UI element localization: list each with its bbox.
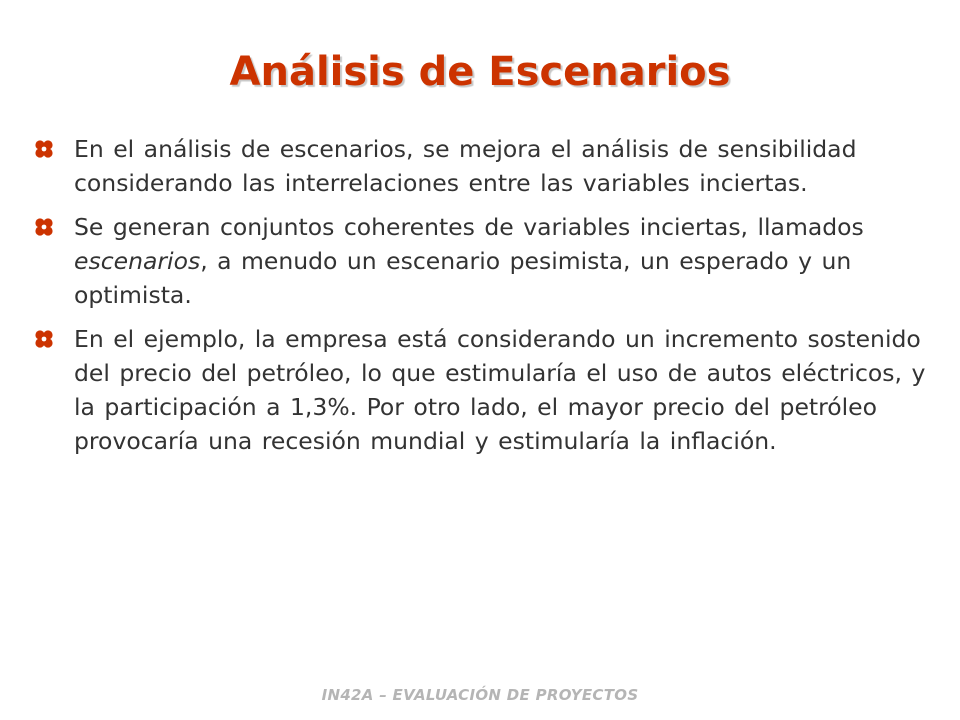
four-petal-flower-icon xyxy=(34,217,54,237)
emphasized-term: escenarios xyxy=(74,247,201,275)
bullet-text: En el análisis de escenarios, se mejora el análisis de sensibilidad considerando las interrelaciones entre las variables inciertas. xyxy=(74,135,857,197)
four-petal-flower-icon xyxy=(34,139,54,159)
four-petal-flower-icon xyxy=(34,329,54,349)
bullet-item-1 xyxy=(34,132,934,200)
bullet-text: En el ejemplo, la empresa está considerando un incremento sostenido del precio del petróleo, lo que estimularía el uso de autos eléctricos, y la participación a 1,3%. Por otro lado, el mayor precio del petróleo provocaría una recesión mundial y estimularía la inflación. xyxy=(74,325,926,455)
bullet-text-part: , a menudo un escenario pesimista, un esperado y un optimista. xyxy=(74,247,852,309)
footer-course-label: IN42A – EVALUACIÓN DE PROYECTOS xyxy=(321,686,639,704)
slide-title: Análisis de Escenarios xyxy=(229,49,731,95)
bullet-item-2 xyxy=(34,210,934,312)
bullet-item-3 xyxy=(34,322,934,458)
bullet-list xyxy=(34,132,934,468)
bullet-text xyxy=(74,210,934,312)
bullet-text-part: Se generan conjuntos coherentes de variables inciertas, llamados xyxy=(74,213,864,241)
